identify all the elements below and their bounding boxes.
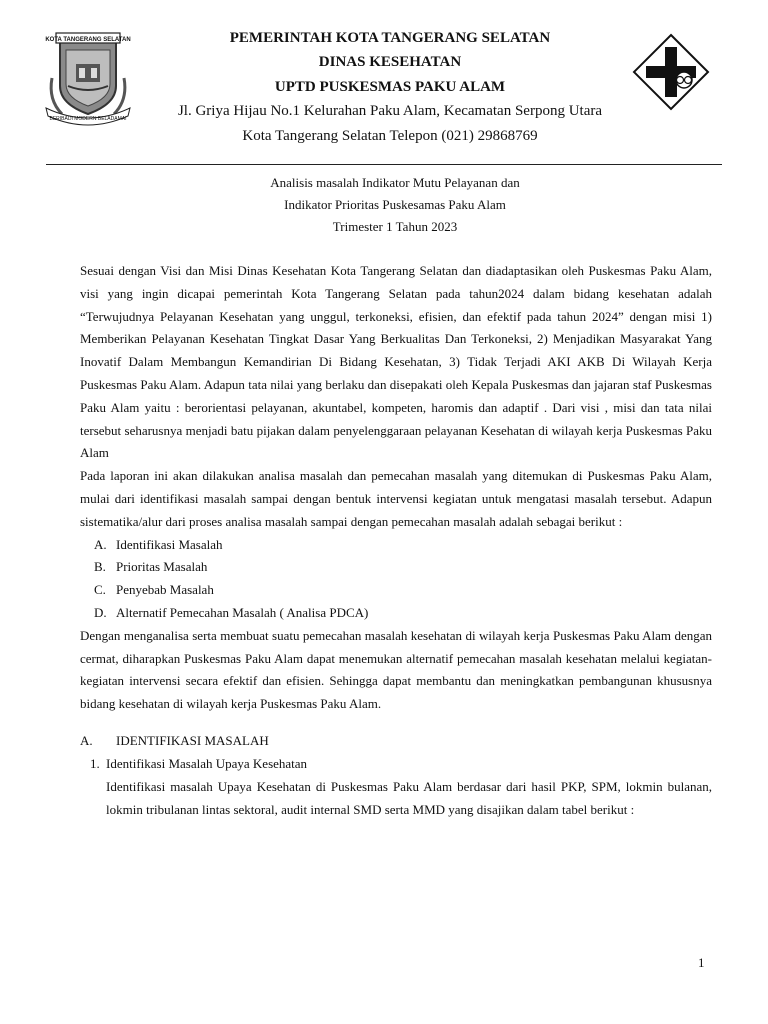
- paragraph-identification: Identifikasi masalah Upaya Kesehatan di Puskesmas Paku Alam berdasar dari hasil PKP, SPM, lokmin bulanan, lokmin tribulanan lintas sektoral, audit internal SMD serta MMD yang disajikan dalam tabel berikut :: [106, 779, 712, 817]
- header-divider: [46, 164, 722, 165]
- header-contact: Kota Tangerang Selatan Telepon (021) 29868769: [242, 128, 538, 144]
- emblem-banner-text: KOTA TANGERANG SELATAN: [45, 37, 131, 43]
- header-address: Jl. Griya Hijau No.1 Kelurahan Paku Alam, Kecamatan Serpong Utara: [177, 103, 603, 119]
- header-unit: UPTD PUSKESMAS PAKU ALAM: [274, 79, 506, 95]
- emblem-motto-text: BERIBADI MODERN BELADAMAI: [49, 116, 127, 122]
- header-department: DINAS KESEHATAN: [318, 54, 462, 70]
- list-item: A. Identifikasi Masalah: [94, 536, 223, 552]
- list-item: D. Alternatif Pemecahan Masalah ( Analisa PDCA): [94, 604, 369, 620]
- list-item: B. Prioritas Masalah: [94, 559, 208, 575]
- paragraph-vision-mission: Sesuai dengan Visi dan Misi Dinas Kesehatan Kota Tangerang Selatan dan diadaptasikan oleh Puskesmas Paku Alam, visi yang ingin dicapai pemerintah Kota Tangerang Selatan pada tahun2024 dalam bidang kesehatan adalah “Terwujudnya Pelayanan Kesehatan yang unggul, terkoneksi, efisien, dan efektif pada tahun 2024” dengan misi 1) Memberikan Pelayanan Kesehatan Tingkat Dasar Yang Berkualitas Dan Terkoneksi, 2) Menjadikan Masyarakat Yang Inovatif Dalam Membangun Kemandirian Di Bidang Kesehatan, 3) Tidak Terjadi AKI AKB Di Wilayah Kerja Puskesmas Paku Alam. Adapun tata nilai yang berlaku dan disepakati oleh Kepala Puskesmas dan jajaran staf Puskesmas Paku Alam yaitu : berorientasi pelayanan, akuntabel, kompeten, haromis dan adaptif . Dari visi , misi dan tata nilai tersebut seharusnya menjadi batu pijakan dalam penyelenggaraan pelayanan Kesehatan di wilayah kerja Puskesmas Paku Alam: [80, 263, 712, 461]
- header-government: PEMERINTAH KOTA TANGERANG SELATAN: [229, 30, 551, 46]
- section-heading-a: A. IDENTIFIKASI MASALAH: [80, 733, 269, 749]
- analysis-steps-list: [80, 534, 712, 625]
- doc-title-line-1: Analisis masalah Indikator Mutu Pelayanan dan: [270, 175, 520, 190]
- document-body: [80, 260, 712, 822]
- subsection-heading-1: 1. Identifikasi Masalah Upaya Kesehatan: [90, 756, 308, 772]
- doc-title-line-3: Trimester 1 Tahun 2023: [332, 219, 458, 234]
- list-item: C. Penyebab Masalah: [94, 582, 214, 598]
- doc-title-line-2: Indikator Prioritas Puskesamas Paku Alam: [284, 197, 506, 212]
- page-number: 1: [698, 955, 705, 970]
- city-emblem-icon: [38, 28, 138, 126]
- paragraph-analysis-goal: Dengan menganalisa serta membuat suatu pemecahan masalah kesehatan di wilayah kerja Puskesmas Paku Alam dengan cermat, diharapkan Puskesmas Paku Alam dapat menemukan alternatif pemecahan masalah kesehatan melalui kegiatan-kegiatan intervensi secara efektif dan efisien. Sehingga dapat membantu dan meningkatkan pembangunan khususnya bidang kesehatan di wilayah kerja Puskesmas Paku Alam.: [80, 627, 712, 712]
- paragraph-report-intro: Pada laporan ini akan dilakukan analisa masalah dan pemecahan masalah yang ditemukan di Puskesmas Paku Alam, mulai dari identifikasi masalah sampai dengan bentuk intervensi kegiatan untuk mengatasi masalah tersebut. Adapun sistematika/alur dari proses analisa masalah sampai dengan pemecahan masalah adalah sebagai berikut :: [80, 468, 712, 529]
